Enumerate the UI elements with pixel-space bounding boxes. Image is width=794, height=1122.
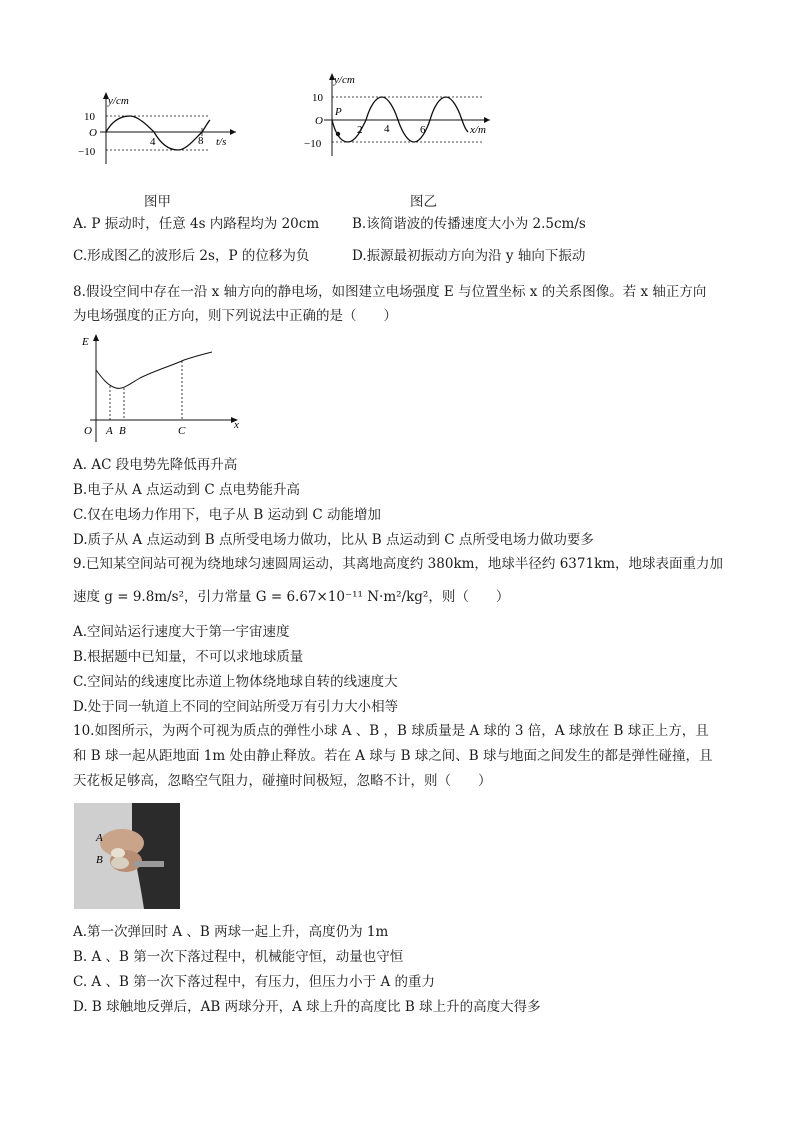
q10-stem-line1: 10.如图所示，为两个可视为质点的弹性小球 A 、B ，B 球质量是 A 球的 3 倍，A 球放在 B 球正上方，且 bbox=[73, 723, 709, 739]
q10-option-a[interactable]: A.第一次弹回时 A 、B 两球一起上升，高度仍为 1m bbox=[73, 924, 389, 940]
ball-b-label: B bbox=[96, 854, 103, 866]
caption-yi: 图乙 bbox=[410, 194, 437, 210]
ball-a-label: A bbox=[96, 832, 103, 844]
x-tick-c: C bbox=[178, 425, 186, 437]
q9-option-d[interactable]: D.处于同一轨道上不同的空间站所受万有引力大小相等 bbox=[73, 699, 399, 715]
q9-stem-line1: 9.已知某空间站可视为绕地球匀速圆周运动，其离地高度约 380km，地球半径约 6371km，地球表面重力加 bbox=[73, 556, 724, 572]
q10-option-d[interactable]: D. B 球触地反弹后，AB 两球分开，A 球上升的高度比 B 球上升的高度大得多 bbox=[73, 999, 541, 1015]
x-tick-b: B bbox=[119, 425, 126, 437]
x-axis-label: t/s bbox=[216, 136, 227, 148]
y-axis-label: y/cm bbox=[334, 74, 355, 86]
q10-photo-hand-holding-balls bbox=[74, 803, 180, 909]
x-axis-label: x/m bbox=[470, 124, 486, 136]
q9-option-b[interactable]: B.根据题中已知量，不可以求地球质量 bbox=[73, 649, 304, 665]
y-tick-neg10: −10 bbox=[78, 146, 96, 158]
q8-stem-line2: 为电场强度的正方向，则下列说法中正确的是（ ） bbox=[73, 308, 397, 324]
point-p-label: P bbox=[335, 106, 342, 118]
y-tick-10: 10 bbox=[312, 92, 323, 104]
origin-label: O bbox=[84, 425, 92, 437]
q8-option-d[interactable]: D.质子从 A 点运动到 B 点所受电场力做功，比从 B 点运动到 C 点所受电场力做功要多 bbox=[73, 532, 594, 548]
q9-option-a[interactable]: A.空间站运行速度大于第一宇宙速度 bbox=[73, 624, 290, 640]
q10-stem-line3: 天花板足够高，忽略空气阻力，碰撞时间极短，忽略不计，则（ ） bbox=[73, 773, 492, 789]
x-tick-a: A bbox=[106, 425, 113, 437]
x-tick-4: 4 bbox=[150, 136, 156, 148]
q7-option-a[interactable]: A. P 振动时，任意 4s 内路程均为 20cm bbox=[73, 216, 320, 232]
x-tick-6: 6 bbox=[420, 124, 426, 136]
q9-stem-line2: 速度 g = 9.8m/s²，引力常量 G = 6.67×10⁻¹¹ N·m²/kg²，则（ ） bbox=[73, 589, 510, 605]
q8-option-c[interactable]: C.仅在电场力作用下，电子从 B 运动到 C 动能增加 bbox=[73, 507, 382, 523]
y-tick-10: 10 bbox=[84, 111, 95, 123]
point-p bbox=[336, 132, 340, 136]
vibration-curve bbox=[106, 116, 210, 150]
x-axis-label: x bbox=[234, 419, 239, 431]
x-tick-8: 8 bbox=[198, 135, 204, 147]
y-tick-neg10: −10 bbox=[304, 138, 322, 150]
q7-option-b[interactable]: B.该简谐波的传播速度大小为 2.5cm/s bbox=[352, 216, 586, 232]
origin-label: O bbox=[89, 127, 97, 139]
caption-jia: 图甲 bbox=[144, 194, 171, 210]
figure-jia bbox=[78, 88, 248, 168]
y-axis-label: E bbox=[82, 336, 89, 348]
figure-yi bbox=[304, 70, 504, 160]
figure-q8-e-x-graph bbox=[76, 332, 246, 444]
q10-option-b[interactable]: B. A 、B 第一次下落过程中，机械能守恒，动量也守恒 bbox=[73, 949, 404, 965]
q10-option-c[interactable]: C. A 、B 第一次下落过程中，有压力，但压力小于 A 的重力 bbox=[73, 974, 436, 990]
origin-label: O bbox=[315, 115, 323, 127]
y-axis-label: y/cm bbox=[108, 95, 129, 107]
q8-stem-line1: 8.假设空间中存在一沿 x 轴方向的静电场，如图建立电场强度 E 与位置坐标 x 的关系图像。若 x 轴正方向 bbox=[73, 284, 707, 300]
x-tick-4: 4 bbox=[384, 123, 390, 135]
q7-option-d[interactable]: D.振源最初振动方向为沿 y 轴向下振动 bbox=[352, 248, 586, 264]
q8-option-b[interactable]: B.电子从 A 点运动到 C 点电势能升高 bbox=[73, 482, 300, 498]
x-tick-2: 2 bbox=[357, 124, 363, 136]
e-curve bbox=[96, 352, 212, 388]
q10-stem-line2: 和 B 球一起从距地面 1m 处由静止释放。若在 A 球与 B 球之间、B 球与地面之间发生的都是弹性碰撞，且 bbox=[73, 748, 713, 764]
q7-option-c[interactable]: C.形成图乙的波形后 2s，P 的位移为负 bbox=[73, 248, 310, 264]
q9-option-c[interactable]: C.空间站的线速度比赤道上物体绕地球自转的线速度大 bbox=[73, 674, 398, 690]
q8-option-a[interactable]: A. AC 段电势先降低再升高 bbox=[73, 457, 238, 473]
